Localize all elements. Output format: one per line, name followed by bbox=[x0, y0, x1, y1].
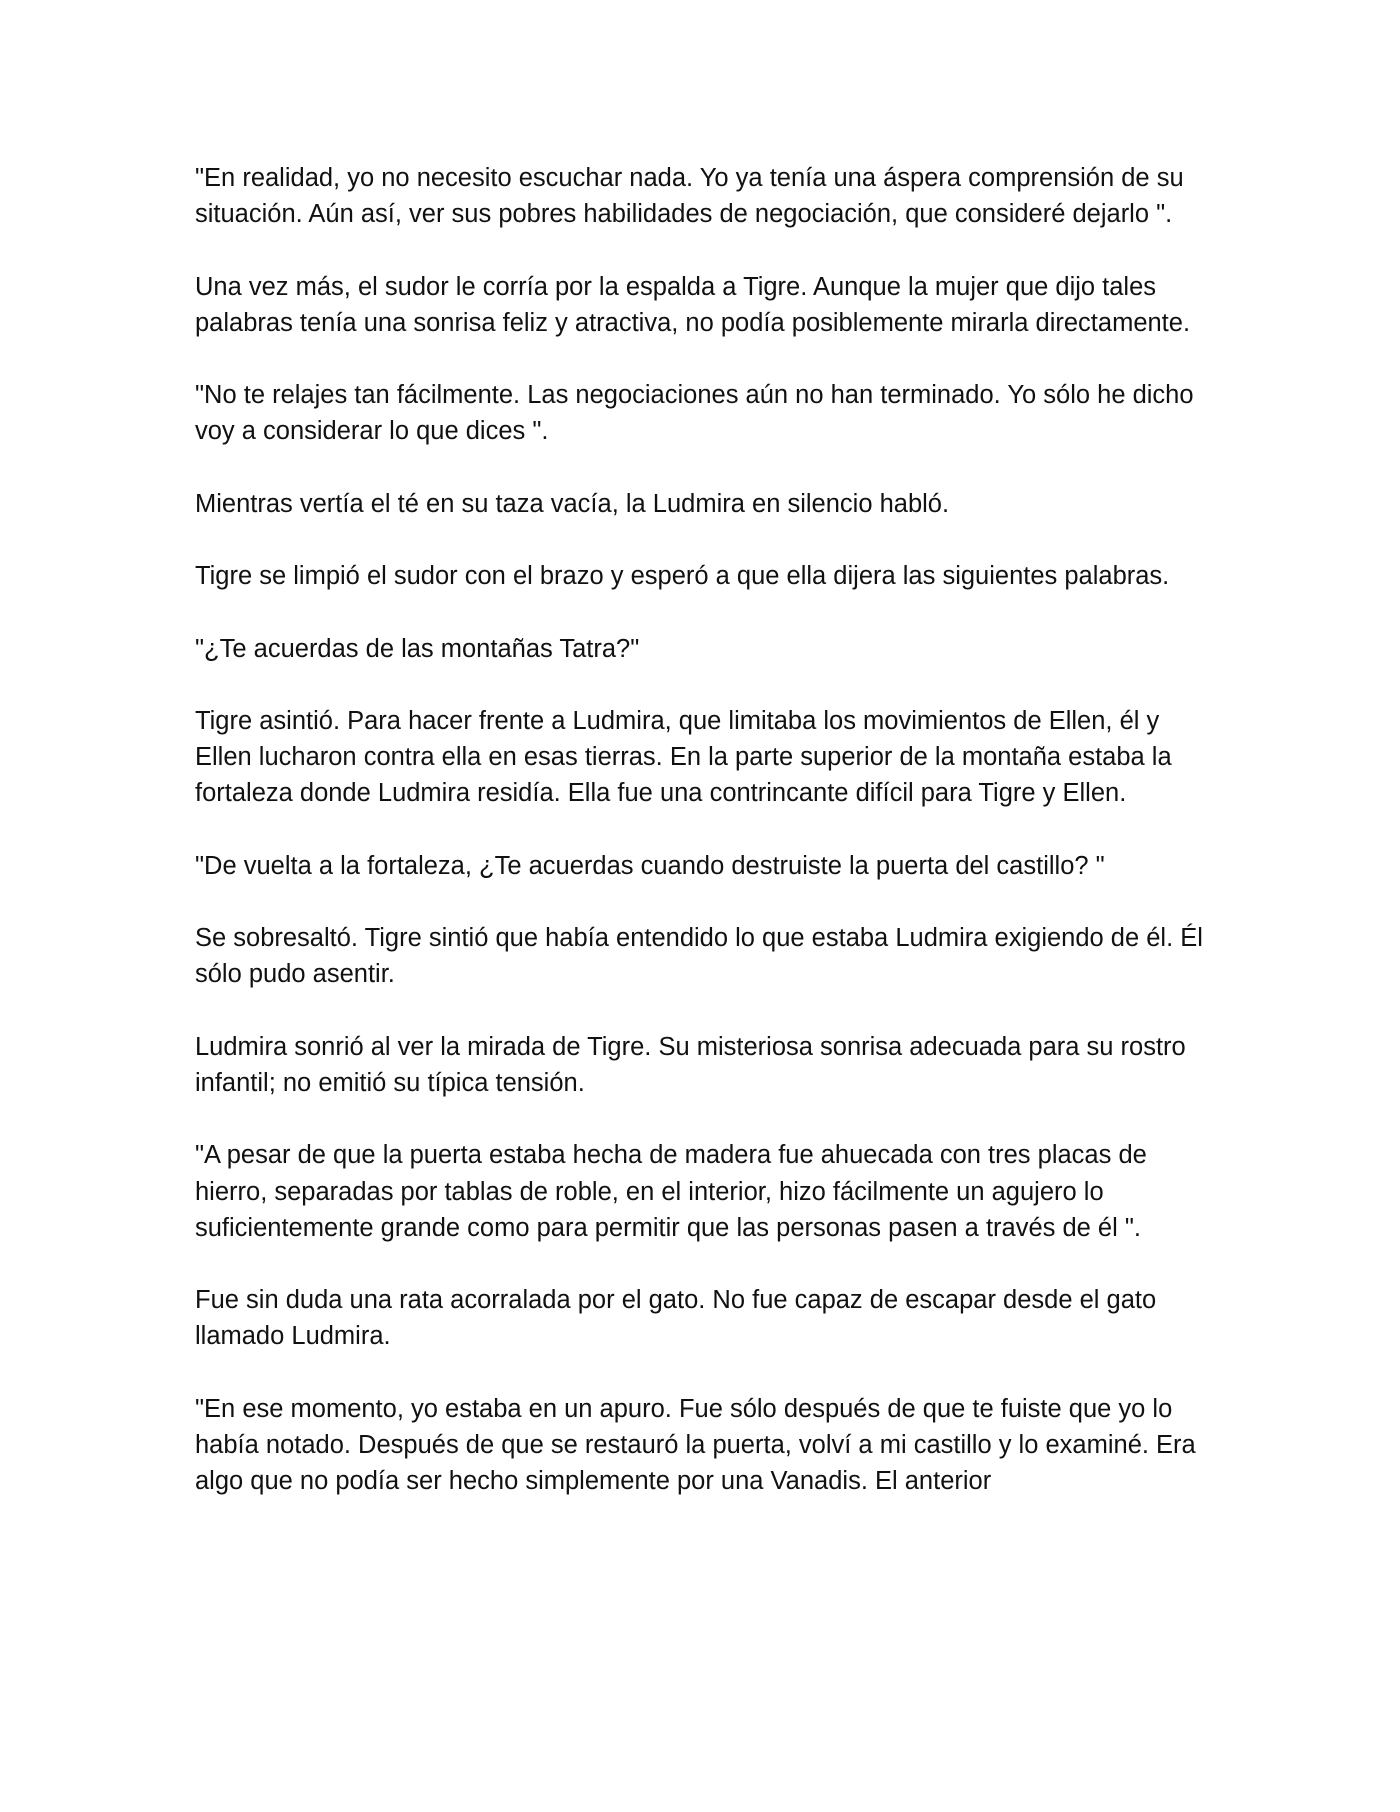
paragraph-13: "En ese momento, yo estaba en un apuro. Fue sólo después de que te fuiste que yo lo había notado. Después de que se restauró la puerta, volví a mi castillo y lo examiné. Era algo que no podía ser hecho simplemente por una Vanadis. El anterior bbox=[195, 1394, 1196, 1496]
paragraph-11: "A pesar de que la puerta estaba hecha de madera fue ahuecada con tres placas de hierro, separadas por tablas de roble, en el interior, hizo fácilmente un agujero lo suficientemente grande como para permitir que las personas pasen a través de él ". bbox=[195, 1141, 1147, 1242]
paragraph-5: Tigre se limpió el sudor con el brazo y esperó a que ella dijera las siguientes palabras. bbox=[195, 562, 1170, 591]
document-page bbox=[195, 160, 1215, 1499]
paragraph-2: Una vez más, el sudor le corría por la espalda a Tigre. Aunque la mujer que dijo tales palabras tenía una sonrisa feliz y atractiva, no podía posiblemente mirarla directamente. bbox=[195, 272, 1191, 337]
paragraph-7: Tigre asintió. Para hacer frente a Ludmira, que limitaba los movimientos de Ellen, él y Ellen lucharon contra ella en esas tierras. En la parte superior de la montaña estaba la fortaleza donde Ludmira residía. Ella fue una contrincante difícil para Tigre y Ellen. bbox=[195, 706, 1172, 808]
paragraph-10: Ludmira sonrió al ver la mirada de Tigre. Su misteriosa sonrisa adecuada para su rostro infantil; no emitió su típica tensión. bbox=[195, 1032, 1186, 1097]
paragraph-8: "De vuelta a la fortaleza, ¿Te acuerdas cuando destruiste la puerta del castillo? " bbox=[195, 851, 1105, 880]
paragraph-12: Fue sin duda una rata acorralada por el gato. No fue capaz de escapar desde el gato llamado Ludmira. bbox=[195, 1286, 1157, 1351]
paragraph-3: "No te relajes tan fácilmente. Las negociaciones aún no han terminado. Yo sólo he dicho voy a considerar lo que dices ". bbox=[195, 381, 1194, 446]
paragraph-1: "En realidad, yo no necesito escuchar nada. Yo ya tenía una áspera comprensión de su situación. Aún así, ver sus pobres habilidades de negociación, que consideré dejarlo ". bbox=[195, 164, 1184, 229]
paragraph-9: Se sobresaltó. Tigre sintió que había entendido lo que estaba Ludmira exigiendo de él. Él sólo pudo asentir. bbox=[195, 924, 1203, 989]
paragraph-4: Mientras vertía el té en su taza vacía, la Ludmira en silencio habló. bbox=[195, 489, 950, 518]
paragraph-6: "¿Te acuerdas de las montañas Tatra?" bbox=[195, 634, 640, 663]
